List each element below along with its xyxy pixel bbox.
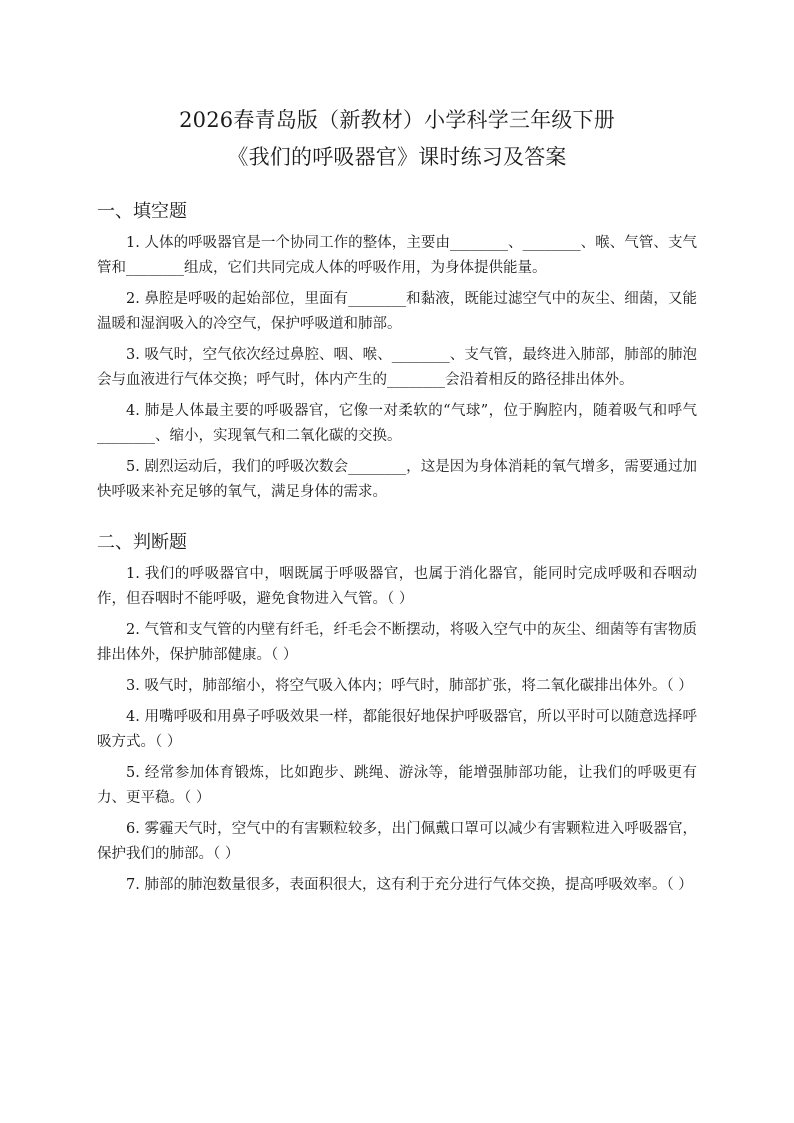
true-false-question-7: 7. 肺部的肺泡数量很多，表面积很大，这有利于充分进行气体交换，提高呼吸效率。（ ） bbox=[126, 877, 693, 893]
section-heading-true-false: 二、判断题 bbox=[97, 532, 187, 553]
true-false-question-3: 3. 吸气时，肺部缩小，将空气吸入体内；呼气时，肺部扩张，将二氧化碳排出体外。（ ） bbox=[126, 678, 693, 694]
fill-in-blank-question-1: 1. 人体的呼吸器官是一个协同工作的整体，主要由________、________、喉、气管、支气管和________组成，它们共同完成人体的呼吸作用，为身体提供能量。 bbox=[97, 235, 697, 276]
true-false-question-5: 5. 经常参加体育锻炼，比如跑步、跳绳、游泳等，能增强肺部功能，让我们的呼吸更有力、更平稳。（ ） bbox=[97, 765, 697, 806]
document-title bbox=[97, 102, 697, 176]
true-false-question-4: 4. 用嘴呼吸和用鼻子呼吸效果一样，都能很好地保护呼吸器官，所以平时可以随意选择呼吸方式。（ ） bbox=[97, 709, 697, 750]
true-false-question-list bbox=[97, 562, 697, 898]
fill-in-blank-question-3: 3. 吸气时，空气依次经过鼻腔、咽、喉、________、支气管，最终进入肺部，肺部的肺泡会与血液进行气体交换；呼气时，体内产生的________会沿着相反的路径排出体外。 bbox=[97, 347, 697, 388]
fill-in-blank-question-5: 5. 剧烈运动后，我们的呼吸次数会________，这是因为身体消耗的氧气增多，需要通过加快呼吸来补充足够的氧气，满足身体的需求。 bbox=[97, 459, 697, 500]
fill-in-blank-question-list bbox=[97, 231, 697, 505]
title-line-1: 2026春青岛版（新教材）小学科学三年级下册 bbox=[179, 108, 615, 132]
true-false-question-6: 6. 雾霾天气时，空气中的有害颗粒较多，出门佩戴口罩可以减少有害颗粒进入呼吸器官，保护我们的肺部。（ ） bbox=[97, 821, 697, 862]
fill-in-blank-question-2: 2. 鼻腔是呼吸的起始部位，里面有________和黏液，既能过滤空气中的灰尘、细菌，又能温暖和湿润吸入的冷空气，保护呼吸道和肺部。 bbox=[97, 291, 697, 332]
title-line-2: 《我们的呼吸器官》课时练习及答案 bbox=[227, 145, 567, 169]
true-false-question-1: 1. 我们的呼吸器官中，咽既属于呼吸器官，也属于消化器官，能同时完成呼吸和吞咽动作，但吞咽时不能呼吸，避免食物进入气管。（ ） bbox=[97, 566, 697, 607]
true-false-question-2: 2. 气管和支气管的内壁有纤毛，纤毛会不断摆动，将吸入空气中的灰尘、细菌等有害物质排出体外，保护肺部健康。（ ） bbox=[97, 622, 697, 663]
fill-in-blank-question-4: 4. 肺是人体最主要的呼吸器官，它像一对柔软的“气球”，位于胸腔内，随着吸气和呼气________、缩小，实现氧气和二氧化碳的交换。 bbox=[97, 403, 697, 444]
section-heading-fill-in-blank: 一、填空题 bbox=[97, 201, 187, 222]
